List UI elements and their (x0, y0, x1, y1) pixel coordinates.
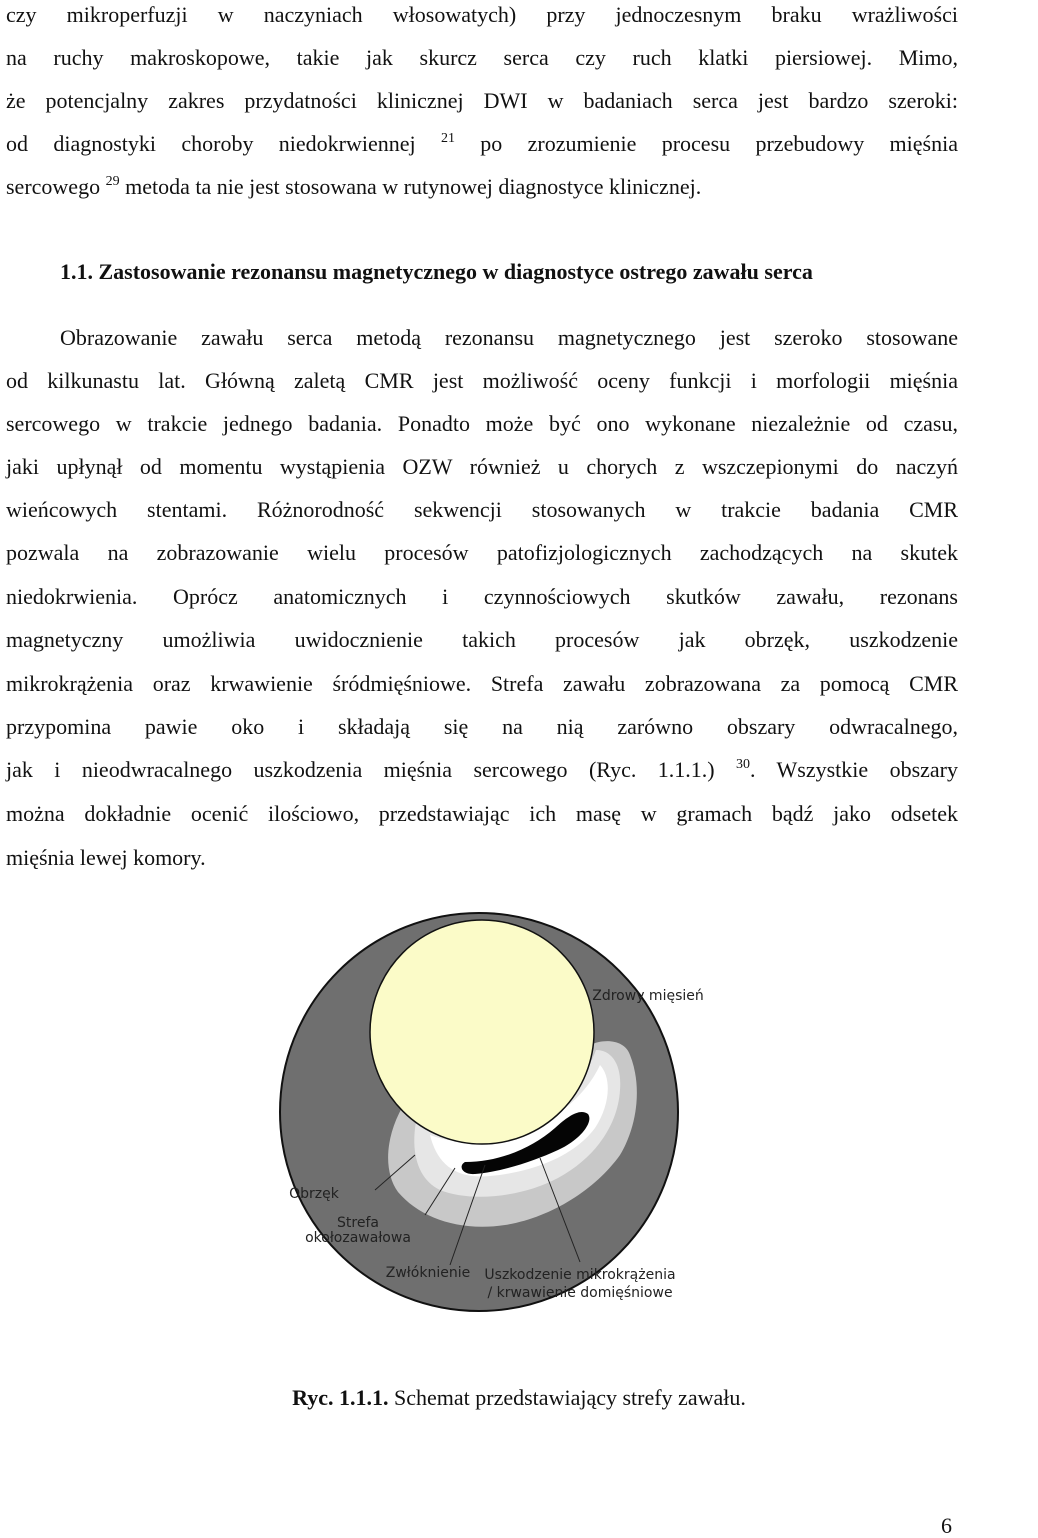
label-mvo-line-2: / krwawienie domięśniowe (487, 1285, 673, 1301)
body-line-1: Obrazowanie zawału serca metodą rezonansu magnetycznego jest szeroko stosowane (60, 325, 958, 350)
intro-line-4-text-b: po zrozumienie procesu przebudowy mięśnia (454, 131, 958, 156)
body-line-5: wieńcowych stentami. Różnorodność sekwencji stosowanych w trakcie badania CMR (6, 497, 958, 522)
label-healthy-muscle: Zdrowy mięsień (592, 988, 704, 1004)
label-edema: Obrzęk (289, 1186, 339, 1202)
intro-line-2: na ruchy makroskopowe, takie jak skurcz serca czy ruch klatki piersiowej. Mimo, (6, 45, 958, 70)
body-line-8: magnetyczny umożliwia uwidocznienie takich procesów jak obrzęk, uszkodzenie (6, 627, 958, 652)
figure-caption (0, 1385, 1038, 1411)
lumen-circle (370, 920, 594, 1144)
citation-21: 21 (440, 131, 455, 146)
body-line-13: mięśnia lewej komory. (6, 845, 206, 870)
body-line-4: jaki upłynął od momentu wystąpienia OZW również u chorych z wszczepionymi do naczyń (6, 454, 958, 479)
body-line-7: niedokrwienia. Oprócz anatomicznych i czynnościowych skutków zawału, rezonans (6, 584, 958, 609)
intro-line-4-text-a: od diagnostyki choroby niedokrwiennej (6, 131, 441, 156)
figure-caption-text: Schemat przedstawiający strefy zawału. (388, 1385, 746, 1410)
body-line-6: pozwala na zobrazowanie wielu procesów patofizjologicznych zachodzących na skutek (6, 540, 958, 565)
body-line-11-text-b: . Wszystkie obszary (750, 757, 958, 782)
intro-line-1: czy mikroperfuzji w naczyniach włosowatych) przy jednoczesnym braku wrażliwości (6, 2, 958, 27)
page-number: 6 (941, 1513, 952, 1538)
label-peri-zone-line-1: Strefa (337, 1215, 379, 1231)
body-line-2: od kilkunastu lat. Główną zaletą CMR jest możliwość oceny funkcji i morfologii mięśnia (6, 368, 958, 393)
infarct-schematic (270, 900, 704, 1320)
body-line-10: przypomina pawie oko i składają się na nią zarówno obszary odwracalnego, (6, 714, 958, 739)
body-line-11 (6, 757, 958, 787)
section-heading: 1.1. Zastosowanie rezonansu magnetycznego w diagnostyce ostrego zawału serca (60, 259, 813, 284)
body-line-11-text-a: jak i nieodwracalnego uszkodzenia mięśnia sercowego (Ryc. 1.1.1.) (6, 757, 736, 782)
label-mvo-line-1: Uszkodzenie mikrokrążenia (484, 1267, 676, 1283)
body-line-3: sercowego w trakcie jednego badania. Ponadto może być ono wykonane niezależnie od czasu, (6, 411, 958, 436)
label-peri-zone-line-2: okołozawałowa (305, 1230, 411, 1246)
intro-line-5-text-a: sercowego (6, 174, 106, 199)
infarct-zones-figure (270, 900, 704, 1320)
body-line-12: można dokładnie ocenić ilościowo, przedstawiając ich masę w gramach bądź jako odsetek (6, 801, 958, 826)
intro-line-4 (6, 131, 958, 161)
citation-29: 29 (105, 174, 120, 189)
intro-line-5 (6, 174, 958, 204)
citation-30: 30 (736, 757, 750, 772)
intro-line-5-text-b: metoda ta nie jest stosowana w rutynowej diagnostyce klinicznej. (119, 174, 702, 199)
label-fibrosis: Zwłóknienie (385, 1265, 471, 1281)
figure-caption-label: Ryc. 1.1.1. (292, 1385, 389, 1410)
body-line-9: mikrokrążenia oraz krwawienie śródmięśniowe. Strefa zawału zobrazowana za pomocą CMR (6, 671, 958, 696)
intro-line-3: że potencjalny zakres przydatności klinicznej DWI w badaniach serca jest bardzo szeroki: (6, 88, 958, 113)
